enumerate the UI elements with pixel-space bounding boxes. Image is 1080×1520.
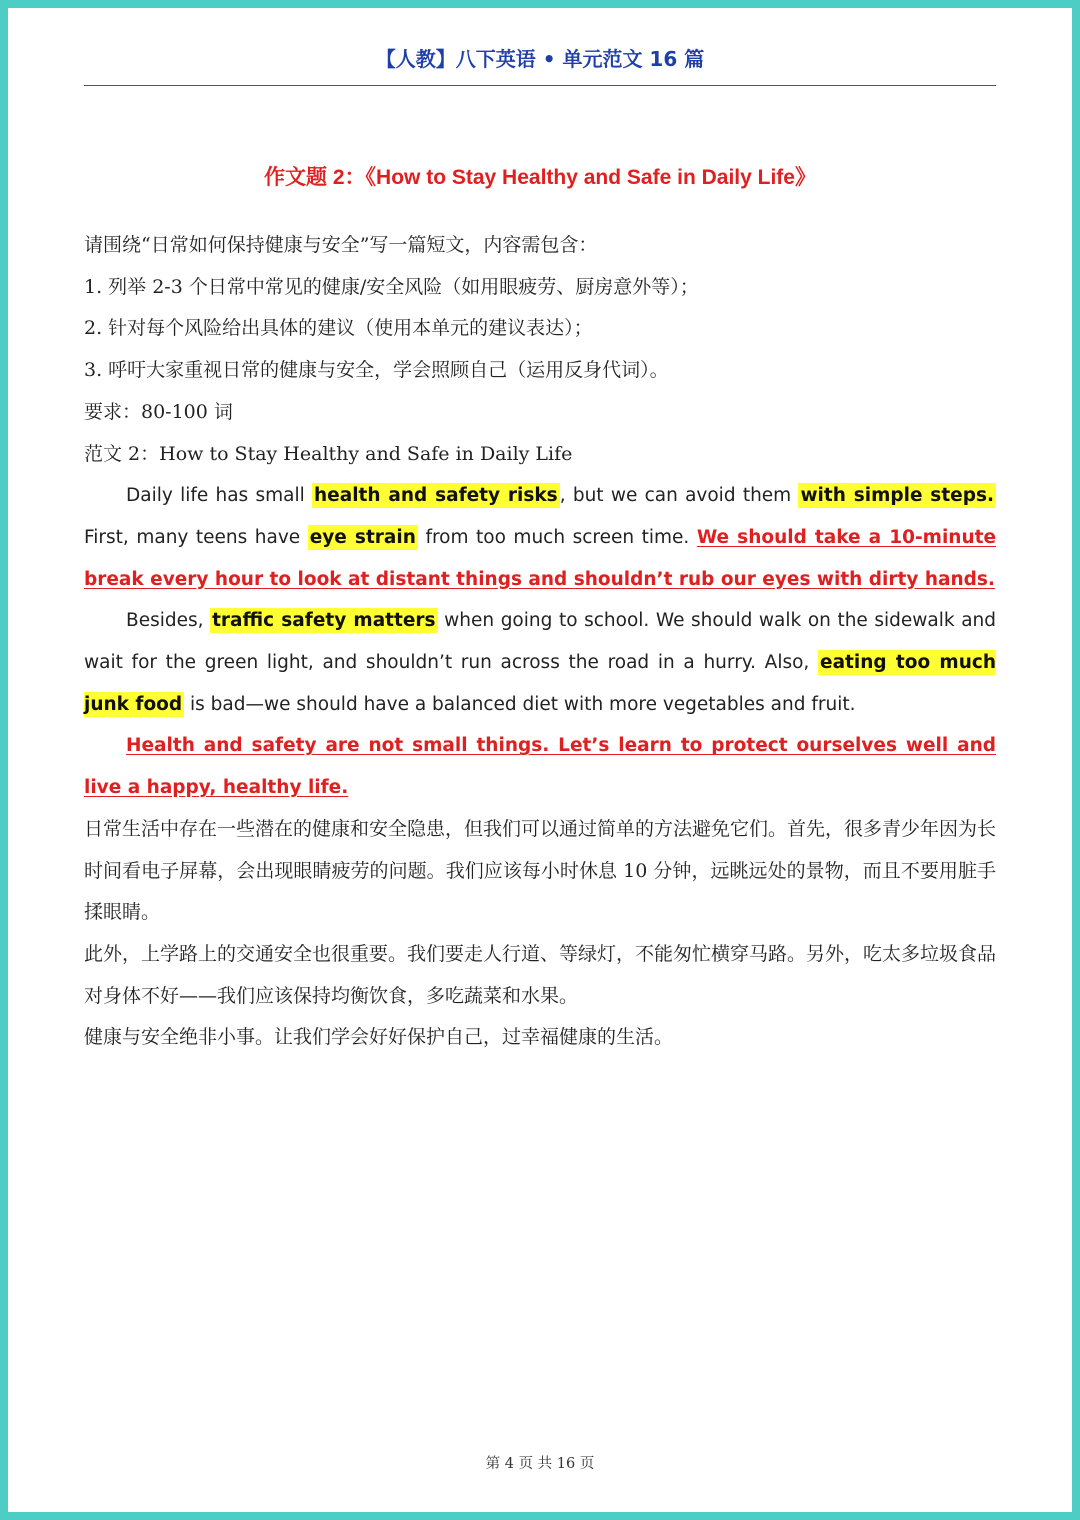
- translation-paragraph-1: 日常生活中存在一些潜在的健康和安全隐患，但我们可以通过简单的方法避免它们。首先，很多青少年因为长时间看电子屏幕，会出现眼睛疲劳的问题。我们应该每小时休息 10 分钟，远眺远处的景物，而且不要用脏手揉眼睛。: [84, 817, 997, 924]
- highlight-phrase: health and safety risks: [314, 485, 558, 507]
- page-number: 第 4 页 共 16 页: [485, 1456, 595, 1472]
- essay-paragraph-3: [84, 725, 996, 808]
- essay-title: 作文题 2：《How to Stay Healthy and Safe in Daily Life》: [264, 166, 816, 189]
- highlight-phrase: eye strain: [309, 526, 416, 548]
- essay-text: when going to school. We should walk on the sidewalk and wait for the green light, and shouldn’t run across the road in a hurry. Also,: [84, 610, 997, 674]
- prompt-intro: 请围绕“日常如何保持健康与安全”写一篇短文，内容需包含：: [84, 234, 598, 256]
- essay-paragraph-2: [84, 600, 996, 725]
- key-sentence: We should take a 10-minute break every hour to look at distant things and shouldn’t rub our eyes with dirty hands.: [84, 526, 997, 590]
- sample-label: 范文 2：How to Stay Healthy and Safe in Daily Life: [84, 442, 573, 465]
- page-header: 【人教】八下英语 • 单元范文 16 篇: [375, 47, 705, 71]
- highlight-phrase: with simple steps.: [800, 485, 994, 507]
- essay-text: Daily life has small: [126, 485, 312, 507]
- essay-text: , but we can avoid them: [559, 485, 799, 507]
- translation-paragraph-3: 健康与安全绝非小事。让我们学会好好保护自己，过幸福健康的生活。: [84, 1026, 674, 1049]
- essay-text: First, many teens have: [84, 526, 308, 548]
- word-requirement: 要求：80-100 词: [84, 400, 233, 423]
- essay-text: is bad—we should have a balanced diet with more vegetables and fruit.: [184, 693, 856, 715]
- essay-text: Besides,: [126, 610, 211, 632]
- highlight-phrase: traffic safety matters: [212, 610, 436, 632]
- key-sentence: Health and safety are not small things. Let’s learn to protect ourselves well and live a happy, healthy life.: [84, 735, 996, 799]
- prompt-item-3: 3. 呼吁大家重视日常的健康与安全，学会照顾自己（运用反身代词）。: [84, 359, 669, 382]
- highlight-phrase: eating too much junk food: [84, 652, 996, 715]
- essay-paragraph-1: [84, 475, 996, 600]
- essay-text: from too much screen time.: [417, 526, 697, 548]
- prompt-item-1: 1. 列举 2-3 个日常中常见的健康/安全风险（如用眼疲劳、厨房意外等）；: [84, 275, 699, 298]
- translation-paragraph-2: 此外，上学路上的交通安全也很重要。我们要走人行道、等绿灯，不能匆忙横穿马路。另外，吃太多垃圾食品对身体不好——我们应该保持均衡饮食，多吃蔬菜和水果。: [84, 942, 997, 1007]
- header-divider: [84, 85, 996, 86]
- prompt-item-2: 2. 针对每个风险给出具体的建议（使用本单元的建议表达）；: [84, 317, 593, 340]
- document-body: [84, 225, 996, 1059]
